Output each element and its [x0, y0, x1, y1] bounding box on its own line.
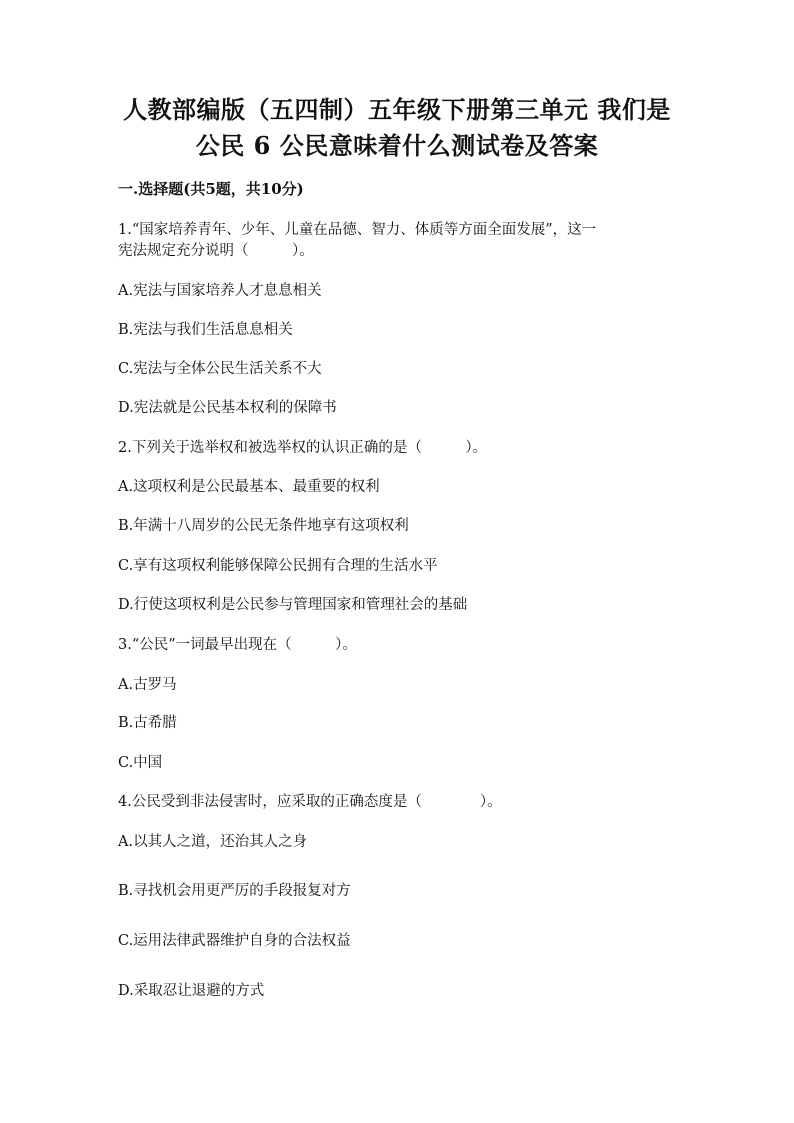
question-4-option-d: D.采取忍让退避的方式 [118, 983, 265, 999]
question-1-option-c: C.宪法与全体公民生活关系不大 [118, 361, 322, 377]
question-1-option-d: D.宪法就是公民基本权利的保障书 [118, 400, 337, 416]
question-3-option-c: C.中国 [118, 755, 163, 771]
question-3-option-b: B.古希腊 [118, 715, 177, 731]
section-heading: 一.选择题(共5题，共10分) [118, 180, 304, 198]
question-4-option-b: B.寻找机会用更严厉的手段报复对方 [118, 883, 351, 899]
question-2-option-d: D.行使这项权利是公民参与管理国家和管理社会的基础 [118, 597, 468, 613]
question-1-option-b: B.宪法与我们生活息息相关 [118, 322, 293, 338]
question-4-option-a: A.以其人之道，还治其人之身 [118, 834, 308, 850]
question-2-option-a: A.这项权利是公民最基本、最重要的权利 [118, 479, 380, 495]
question-2-stem: 2.下列关于选举权和被选举权的认识正确的是（ ）。 [118, 440, 488, 456]
question-1-stem-line-1: 1.“国家培养青年、少年、儿童在品德、智力、体质等方面全面发展”，这一 [118, 222, 597, 238]
question-2-option-c: C.享有这项权利能够保障公民拥有合理的生活水平 [118, 558, 438, 574]
title-line-2: 公民 6 公民意味着什么测试卷及答案 [195, 131, 599, 160]
question-4-option-c: C.运用法律武器维护自身的合法权益 [118, 933, 351, 949]
question-1-option-a: A.宪法与国家培养人才息息相关 [118, 283, 322, 299]
question-1-stem-line-2: 宪法规定充分说明（ ）。 [118, 243, 314, 259]
question-2-option-b: B.年满十八周岁的公民无条件地享有这项权利 [118, 518, 409, 534]
title-line-1: 人教部编版（五四制）五年级下册第三单元 我们是 [123, 95, 671, 124]
question-4-stem: 4.公民受到非法侵害时，应采取的正确态度是（ ）。 [118, 794, 502, 810]
question-3-stem: 3.“公民”一词最早出现在（ ）。 [118, 637, 357, 653]
document-title [0, 92, 794, 164]
question-3-option-a: A.古罗马 [118, 677, 177, 693]
